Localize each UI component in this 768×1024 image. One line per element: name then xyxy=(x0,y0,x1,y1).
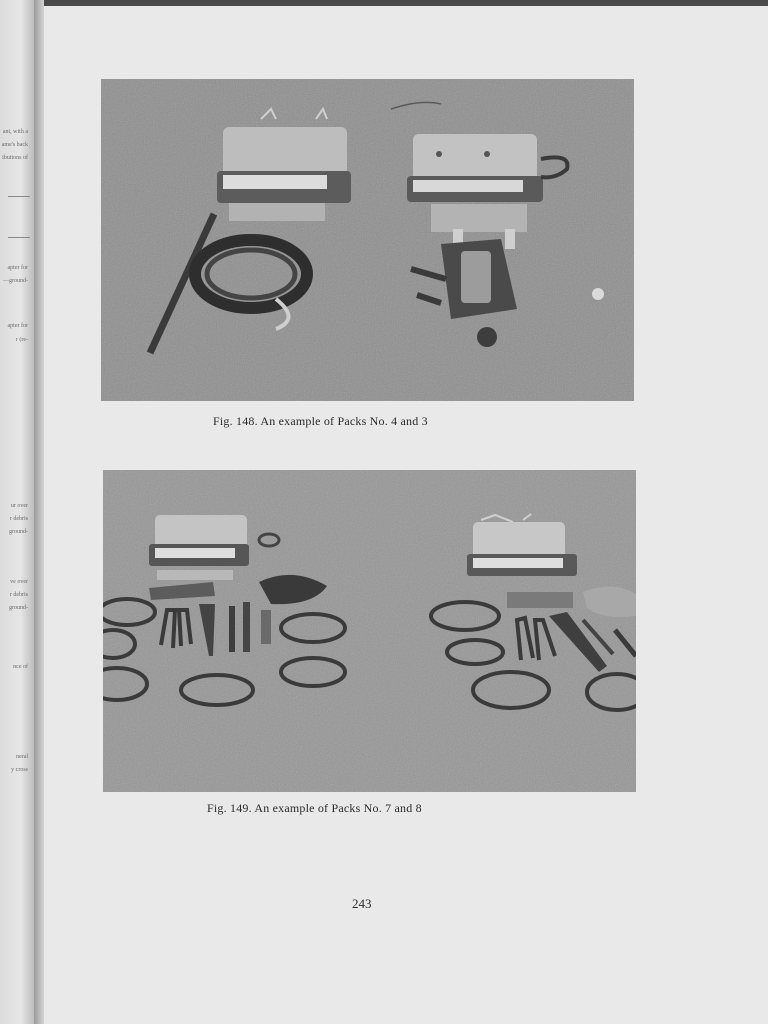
facing-page-text: neral xyxy=(16,754,28,760)
facing-page-text: ibutions of xyxy=(2,155,28,161)
facing-page-edge xyxy=(0,0,34,1024)
facing-page-text: y cross xyxy=(11,767,28,773)
facing-page-text: r debris xyxy=(9,516,28,522)
figure-148-caption: Fig. 148. An example of Packs No. 4 and 3 xyxy=(213,414,428,428)
facing-page-text: ant, with a xyxy=(2,129,28,135)
facing-page-text: —ground- xyxy=(3,278,28,284)
facing-page-rule xyxy=(8,237,30,238)
facing-page-text: ground- xyxy=(9,605,28,611)
facing-page-text: nce of xyxy=(13,664,28,670)
figure-148-illustration xyxy=(101,79,634,401)
facing-page-rule xyxy=(8,196,30,197)
figure-149-illustration xyxy=(103,470,636,792)
facing-page-text: r debris xyxy=(9,592,28,598)
facing-page-text: r (re- xyxy=(15,337,28,343)
figure-149-photo xyxy=(103,470,636,792)
page-number: 243 xyxy=(352,896,372,911)
figure-148-photo xyxy=(101,79,634,401)
book-gutter xyxy=(34,0,44,1024)
facing-page-text: apter for xyxy=(7,265,28,271)
facing-page-text: ur over xyxy=(10,503,28,509)
facing-page-text: ground- xyxy=(9,529,28,535)
book-page xyxy=(44,6,768,1024)
facing-page-text: apter for xyxy=(7,323,28,329)
facing-page-text: ve over xyxy=(10,579,28,585)
figure-149-caption: Fig. 149. An example of Packs No. 7 and 8 xyxy=(207,801,422,815)
facing-page-text: ame's back xyxy=(1,142,28,148)
